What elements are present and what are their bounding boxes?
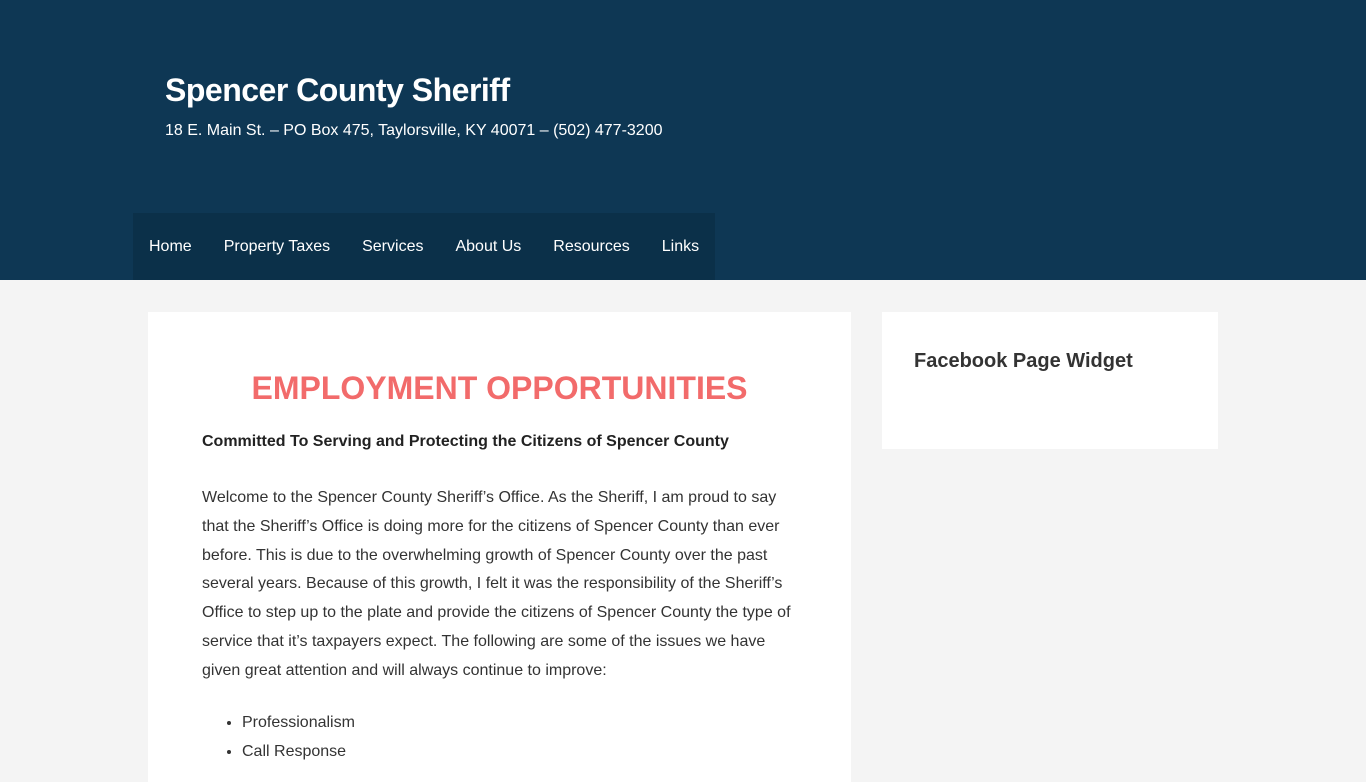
nav-item-home[interactable]: Home [149, 237, 192, 255]
list-item: • Call Response [242, 737, 802, 766]
nav-item-links[interactable]: Links [661, 237, 700, 255]
welcome-paragraph: Welcome to the Spencer County Sheriff’s Office. As the Sheriff, I am proud to say that the Sheriff’s Office is doing more for the citizens of Spencer County than ever before. This is due to the overwhelming growth of Spencer County over the past several years. Because of this growth, I felt it was the responsibility of the Sheriff’s Office to step up to the plate and provide the citizens of Spencer County the type of service that it’s taxpayers expect. The following are some of the issues we have given great attention and will always continue to improve: [202, 489, 791, 679]
page-subtitle: Committed To Serving and Protecting the Citizens of Spencer County [202, 433, 729, 450]
page-title: EMPLOYMENT OPPORTUNITIES [251, 370, 748, 406]
widget-title: Facebook Page Widget [914, 350, 1133, 372]
entry-content [202, 432, 802, 766]
issues-list [202, 708, 802, 766]
main-content [148, 312, 851, 782]
nav-item-about-us[interactable]: About Us [455, 237, 522, 255]
nav-item-property-taxes[interactable]: Property Taxes [223, 237, 331, 255]
main-navigation [133, 213, 715, 280]
site-title-link[interactable]: Spencer County Sheriff [165, 72, 510, 108]
sidebar-widget [882, 312, 1218, 449]
nav-item-services[interactable]: Services [362, 237, 424, 255]
list-item: • Professionalism [242, 708, 802, 737]
nav-item-resources[interactable]: Resources [553, 237, 630, 255]
site-header [0, 0, 1366, 280]
site-description: 18 E. Main St. – PO Box 475, Taylorsville, KY 40071 – (502) 477-3200 [165, 122, 663, 139]
